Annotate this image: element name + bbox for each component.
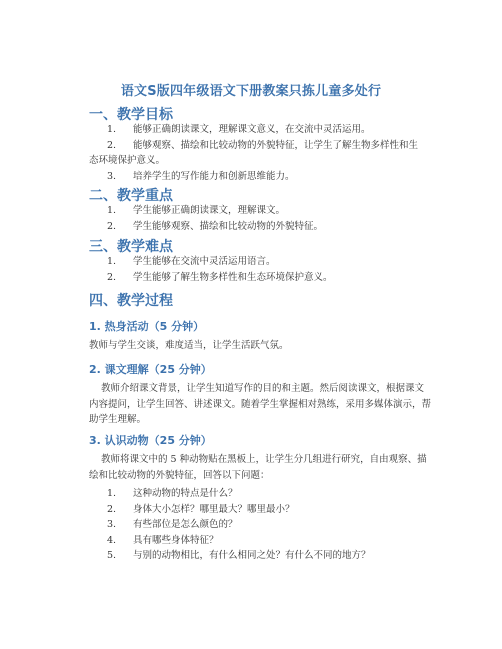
list-number: 3. — [107, 170, 117, 182]
list-item-text: 能够观察、描绘和比较动物的外貌特征，让学生了解生物多样性和生 — [133, 139, 419, 151]
step-title-comprehension: 2. 课文理解（25 分钟） — [89, 363, 212, 376]
paragraph-line: 内容提问，让学生回答、讲述课文。随着学生掌握相对熟练，采用多媒体演示，帮 — [89, 398, 432, 410]
step-title-warmup: 1. 热身活动（5 分钟） — [89, 320, 205, 333]
list-item-text: 有些部位是怎么颜色的？ — [133, 519, 238, 530]
list-item — [107, 169, 437, 185]
list-number: 2. — [107, 271, 117, 283]
step-text-animals — [89, 452, 439, 483]
list-item — [89, 138, 437, 169]
list-number: 2. — [107, 220, 117, 232]
list-item-text: 身体大小怎样？哪里最大？哪里最小？ — [133, 503, 295, 515]
list-item-text: 学生能够正确朗读课文，理解课文。 — [133, 205, 286, 216]
list-number: 1. — [107, 124, 117, 135]
heading-objectives: 一、教学目标 — [89, 107, 173, 123]
list-item-text: 学生能够在交流中灵活运用语言。 — [133, 256, 276, 267]
heading-process: 四、教学过程 — [89, 293, 173, 309]
questions-list — [107, 486, 437, 564]
step-title-animals: 3. 认识动物（25 分钟） — [89, 434, 212, 447]
list-item — [107, 533, 437, 549]
step-text-comprehension — [89, 381, 439, 428]
list-item — [107, 219, 437, 235]
objectives-list — [89, 122, 437, 184]
list-number: 2. — [107, 139, 117, 151]
list-item-text: 这种动物的特点是什么？ — [133, 488, 238, 499]
list-item — [107, 270, 437, 286]
list-number: 1. — [107, 256, 117, 267]
paragraph-line: 教师介绍课文背景，让学生知道写作的目的和主题。然后阅读课文，根据课文 — [101, 383, 425, 394]
list-item — [107, 548, 437, 564]
list-item-text: 培养学生的写作能力和创新思维能力。 — [133, 170, 295, 182]
paragraph-line: 绘和比较动物的外貌特征，回答以下问题： — [89, 469, 270, 481]
paragraph-line: 助学生理解。 — [89, 414, 147, 425]
list-item — [107, 254, 437, 270]
list-item — [107, 122, 437, 138]
list-number: 1. — [107, 488, 117, 499]
list-item — [107, 203, 437, 219]
document-title: 语文S版四年级语文下册教案只拣儿童多处行 — [120, 84, 382, 99]
key-points-list — [107, 203, 437, 234]
list-item-text: 学生能够观察、描绘和比较动物的外貌特征。 — [133, 220, 324, 232]
step-text-warmup: 教师与学生交谈，难度适当，让学生活跃气氛。 — [89, 340, 289, 351]
list-item — [107, 502, 437, 518]
heading-difficulties: 三、教学难点 — [89, 239, 173, 255]
list-item-text: 学生能够了解生物多样性和生态环境保护意义。 — [133, 271, 333, 283]
list-item — [107, 517, 437, 533]
list-number: 1. — [107, 205, 117, 216]
list-number: 4. — [107, 534, 117, 546]
list-item-continuation: 态环境保护意义。 — [89, 155, 166, 166]
list-number: 2. — [107, 503, 117, 515]
list-item-text: 与别的动物相比，有什么相同之处？有什么不同的地方？ — [133, 550, 371, 561]
heading-key-points: 二、教学重点 — [89, 188, 173, 204]
list-number: 5. — [107, 550, 117, 561]
list-item — [107, 486, 437, 502]
paragraph-line: 教师将课文中的 5 种动物贴在黑板上，让学生分几组进行研究，自由观察、描 — [101, 454, 427, 465]
difficulties-list — [107, 254, 437, 285]
list-item-text: 能够正确朗读课文，理解课文意义，在交流中灵活运用。 — [133, 124, 371, 135]
list-number: 3. — [107, 519, 117, 530]
list-item-text: 具有哪些身体特征？ — [133, 534, 219, 546]
